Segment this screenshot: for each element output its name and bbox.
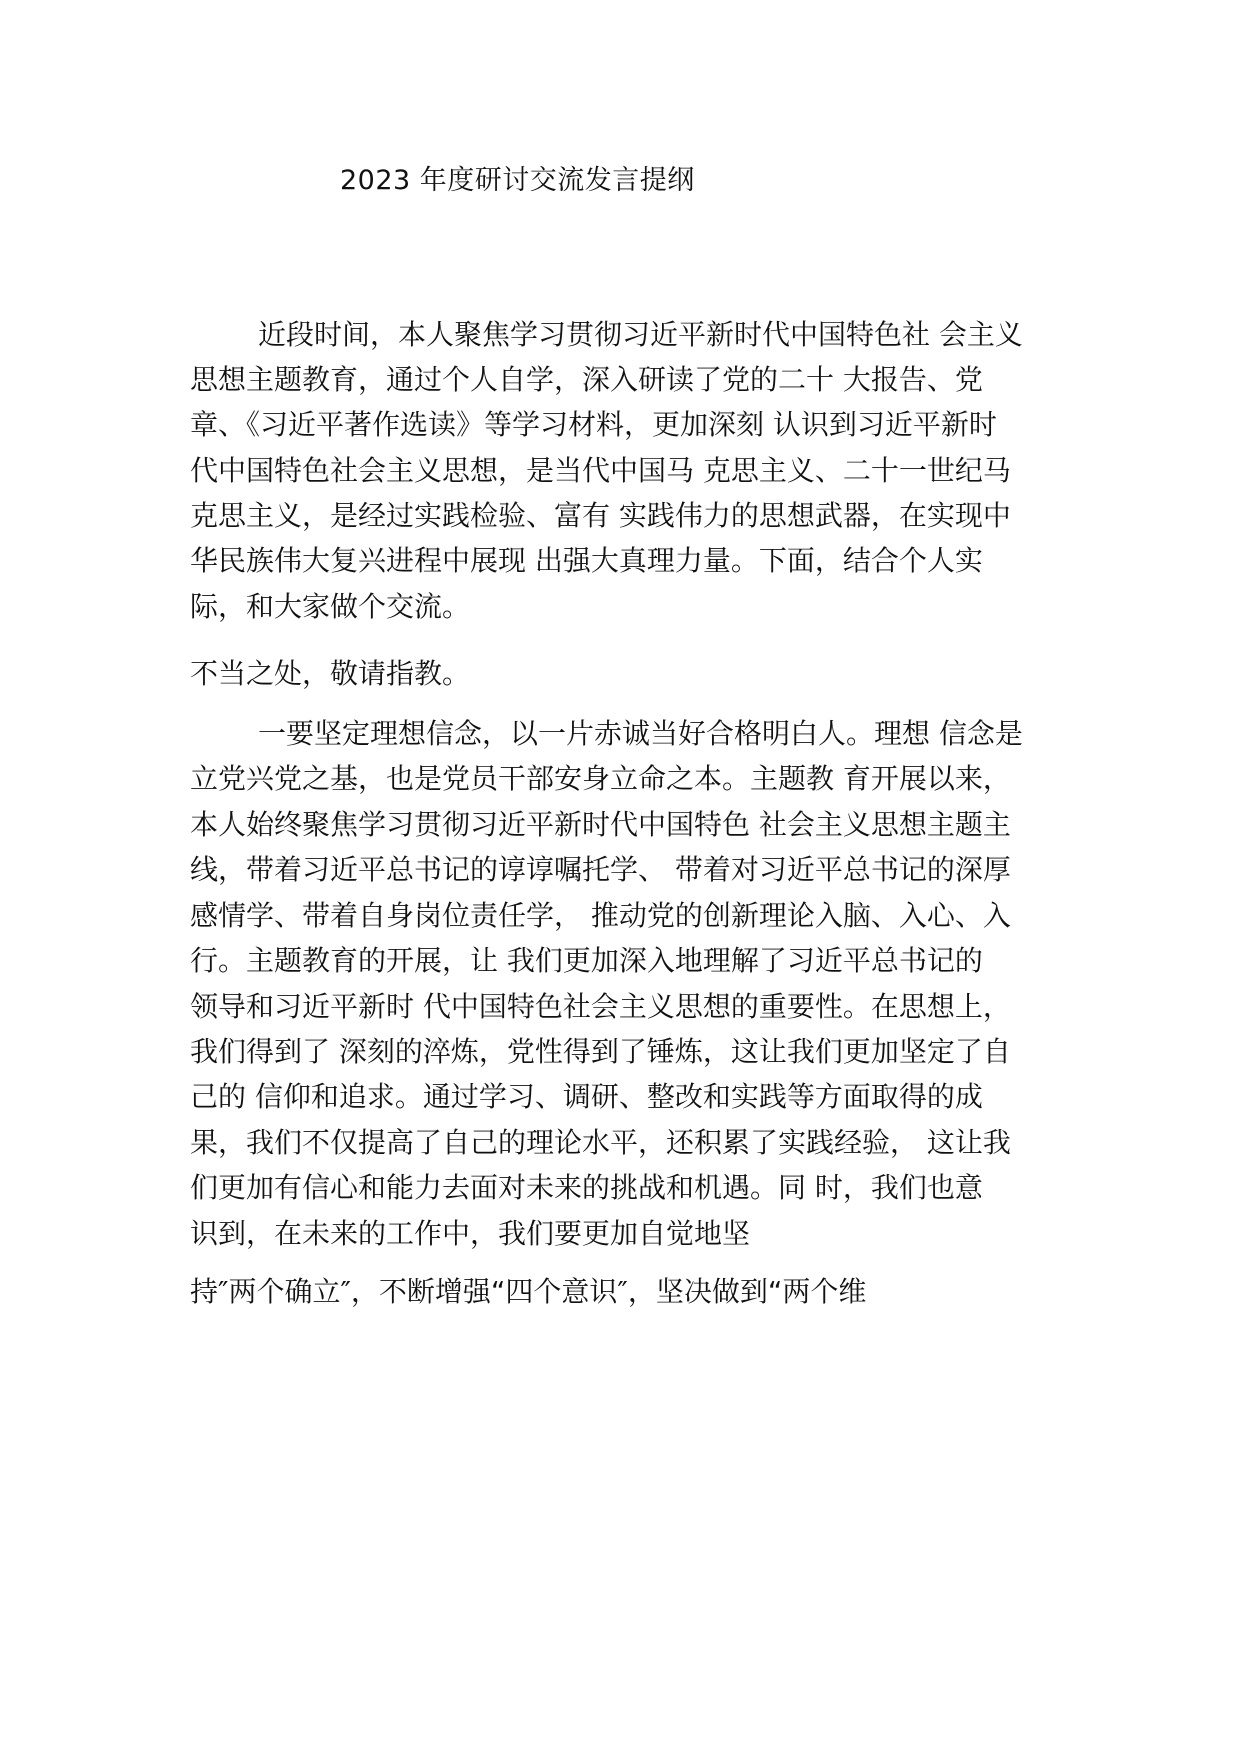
text-line: 华民族伟大复兴进程中展现 出强大真理力量。下面，结合个人实 (190, 544, 983, 577)
text-line: 不当之处，敬请指教。 (190, 657, 471, 690)
text-line: 代中国特色社会主义思想，是当代中国马 克思主义、二十一世纪马 (190, 454, 1011, 487)
text-line: 思想主题教育，通过个人自学，深入研读了党的二十 大报告、党 (190, 363, 983, 396)
text-line: 我们得到了 深刻的淬炼，党性得到了锤炼，这让我们更加坚定了自 (190, 1035, 1011, 1068)
text-line: 领导和习近平新时 代中国特色社会主义思想的重要性。在思想上， (190, 990, 1011, 1023)
text-line: 立党兴党之基，也是党员干部安身立命之本。主题教 育开展以来， (190, 762, 1011, 795)
text-line: 己的 信仰和追求。通过学习、调研、整改和实践等方面取得的成 (190, 1080, 983, 1113)
text-line: 章、《习近平著作选读》等学习材料，更加深刻 认识到习近平新时 (190, 408, 997, 441)
text-line: 克思主义，是经过实践检验、富有 实践伟力的思想武器，在实现中 (190, 499, 1011, 532)
text-line: 感情学、带着自身岗位责任学， 推动党的创新理论入脑、入心、入 (190, 899, 1011, 932)
text-line: 果，我们不仅提高了自己的理论水平，还积累了实践经验， 这让我 (190, 1126, 1011, 1159)
text-line: 持″两个确立″，不断增强“四个意识″，坚决做到“两个维 (190, 1275, 867, 1308)
text-line: 近段时间，本人聚焦学习贯彻习近平新时代中国特色社 会主义 (258, 318, 1023, 351)
text-line: 际，和大家做个交流。 (190, 590, 471, 623)
text-line: 一要坚定理想信念，以一片赤诚当好合格明白人。理想 信念是 (258, 717, 1023, 750)
document-title: 2023 年度研讨交流发言提纲 (340, 165, 695, 196)
text-line: 行。主题教育的开展，让 我们更加深入地理解了习近平总书记的 (190, 944, 983, 977)
text-line: 们更加有信心和能力去面对未来的挑战和机遇。同 时，我们也意 (190, 1171, 983, 1204)
text-line: 识到，在未来的工作中，我们要更加自觉地坚 (190, 1217, 751, 1250)
text-line: 线，带着习近平总书记的谆谆嘱托学、 带着对习近平总书记的深厚 (190, 853, 1011, 886)
text-line: 本人始终聚焦学习贯彻习近平新时代中国特色 社会主义思想主题主 (190, 808, 1011, 841)
